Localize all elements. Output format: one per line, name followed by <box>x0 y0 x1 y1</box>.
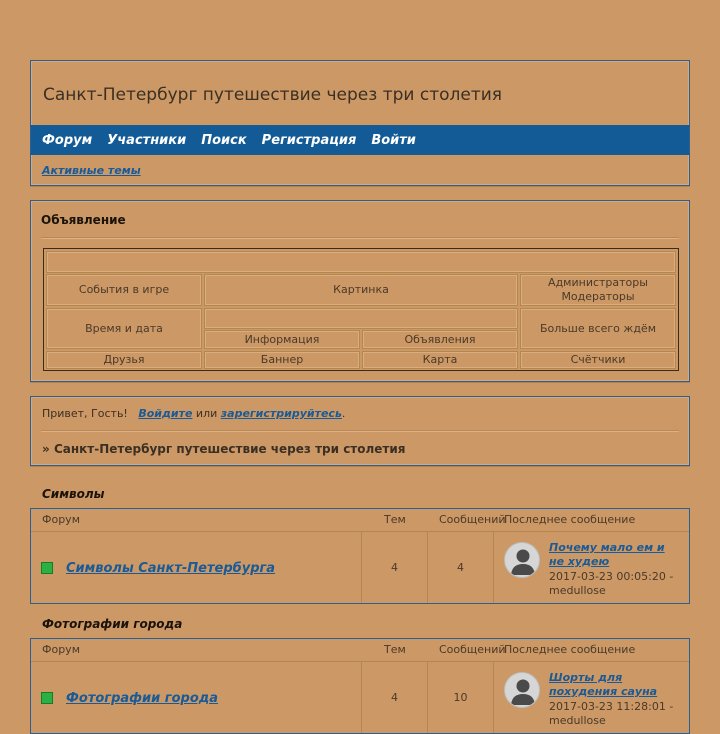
announcement-title: Объявление <box>41 213 126 227</box>
announcement-table <box>43 248 679 371</box>
greeting-text: Привет, Гость! <box>42 407 128 420</box>
forum-table-header <box>31 639 689 661</box>
cell-ads: Объявления <box>362 330 518 349</box>
period-text: . <box>341 407 346 420</box>
forum-name-cell <box>31 531 361 603</box>
cell-info: Информация <box>204 330 360 349</box>
forum-status-icon <box>41 562 53 574</box>
cell-map: Карта <box>362 351 518 369</box>
cell-friends: Друзья <box>46 351 202 369</box>
nav-forum[interactable]: Форум <box>42 132 93 148</box>
nav-login[interactable]: Войти <box>371 132 416 148</box>
forum-status-icon <box>41 692 53 704</box>
user-avatar-icon <box>504 672 540 708</box>
cell-events: События в игре <box>46 274 202 306</box>
divider <box>41 237 679 239</box>
nav-search[interactable]: Поиск <box>201 132 247 148</box>
breadcrumb <box>42 442 406 456</box>
header-posts: Сообщений <box>439 513 506 526</box>
greeting-line <box>42 407 345 420</box>
forum-table-header <box>31 509 689 531</box>
user-avatar-icon <box>504 542 540 578</box>
last-post-user: medullose <box>549 584 606 597</box>
last-post-user: medullose <box>549 714 606 727</box>
last-post-link[interactable]: Шорты для похудения сауна <box>549 671 658 698</box>
nav-register[interactable]: Регистрация <box>261 132 357 148</box>
last-post-cell <box>493 531 689 603</box>
header-forum: Форум <box>42 643 80 656</box>
register-link[interactable]: зарегистрируйтесь <box>220 407 342 420</box>
active-topics-link[interactable]: Активные темы <box>42 164 141 177</box>
last-post-link[interactable]: Почему мало ем и не худею <box>549 541 665 568</box>
site-title: Санкт-Петербург путешествие через три столетия <box>43 85 502 105</box>
forum-row <box>31 661 689 733</box>
header-posts: Сообщений <box>439 643 506 656</box>
forum-topics-count: 4 <box>361 531 427 603</box>
cell-waiting: Больше всего ждём <box>520 308 676 349</box>
forum-link[interactable]: Символы Санкт-Петербурга <box>66 561 276 576</box>
or-text: или <box>195 407 218 420</box>
category-title: Символы <box>42 487 105 501</box>
header-forum: Форум <box>42 513 80 526</box>
last-post-cell <box>493 661 689 733</box>
main-navbar <box>31 125 689 155</box>
last-post-date: 2017-03-23 11:28:01 - <box>549 700 674 713</box>
forum-link[interactable]: Фотографии города <box>66 691 219 706</box>
greeting-panel <box>30 396 690 466</box>
category-title: Фотографии города <box>42 617 183 631</box>
cell-counters: Счётчики <box>520 351 676 369</box>
login-link[interactable]: Войдите <box>138 407 193 420</box>
announcement-top-cell <box>46 251 676 273</box>
header-topics: Тем <box>384 513 406 526</box>
header-topics: Тем <box>384 643 406 656</box>
last-post-date: 2017-03-23 00:05:20 - <box>549 570 674 583</box>
cell-banner: Баннер <box>204 351 360 369</box>
cell-picture: Картинка <box>204 274 518 306</box>
breadcrumb-arrow: » <box>42 442 50 456</box>
breadcrumb-title: Санкт-Петербург путешествие через три столетия <box>53 442 406 456</box>
forum-name-cell <box>31 661 361 733</box>
forum-posts-count: 10 <box>427 661 493 733</box>
cell-time-date: Время и дата <box>46 308 202 349</box>
cell-admins: Администраторы Модераторы <box>520 274 676 306</box>
header-last-post: Последнее сообщение <box>504 513 636 526</box>
forum-row <box>31 531 689 603</box>
site-header <box>30 60 690 186</box>
forum-table <box>30 508 690 604</box>
forum-topics-count: 4 <box>361 661 427 733</box>
nav-members[interactable]: Участники <box>107 132 187 148</box>
announcement-panel <box>30 200 690 382</box>
forum-posts-count: 4 <box>427 531 493 603</box>
cell-blank <box>204 308 518 329</box>
header-last-post: Последнее сообщение <box>504 643 636 656</box>
divider <box>41 430 679 432</box>
